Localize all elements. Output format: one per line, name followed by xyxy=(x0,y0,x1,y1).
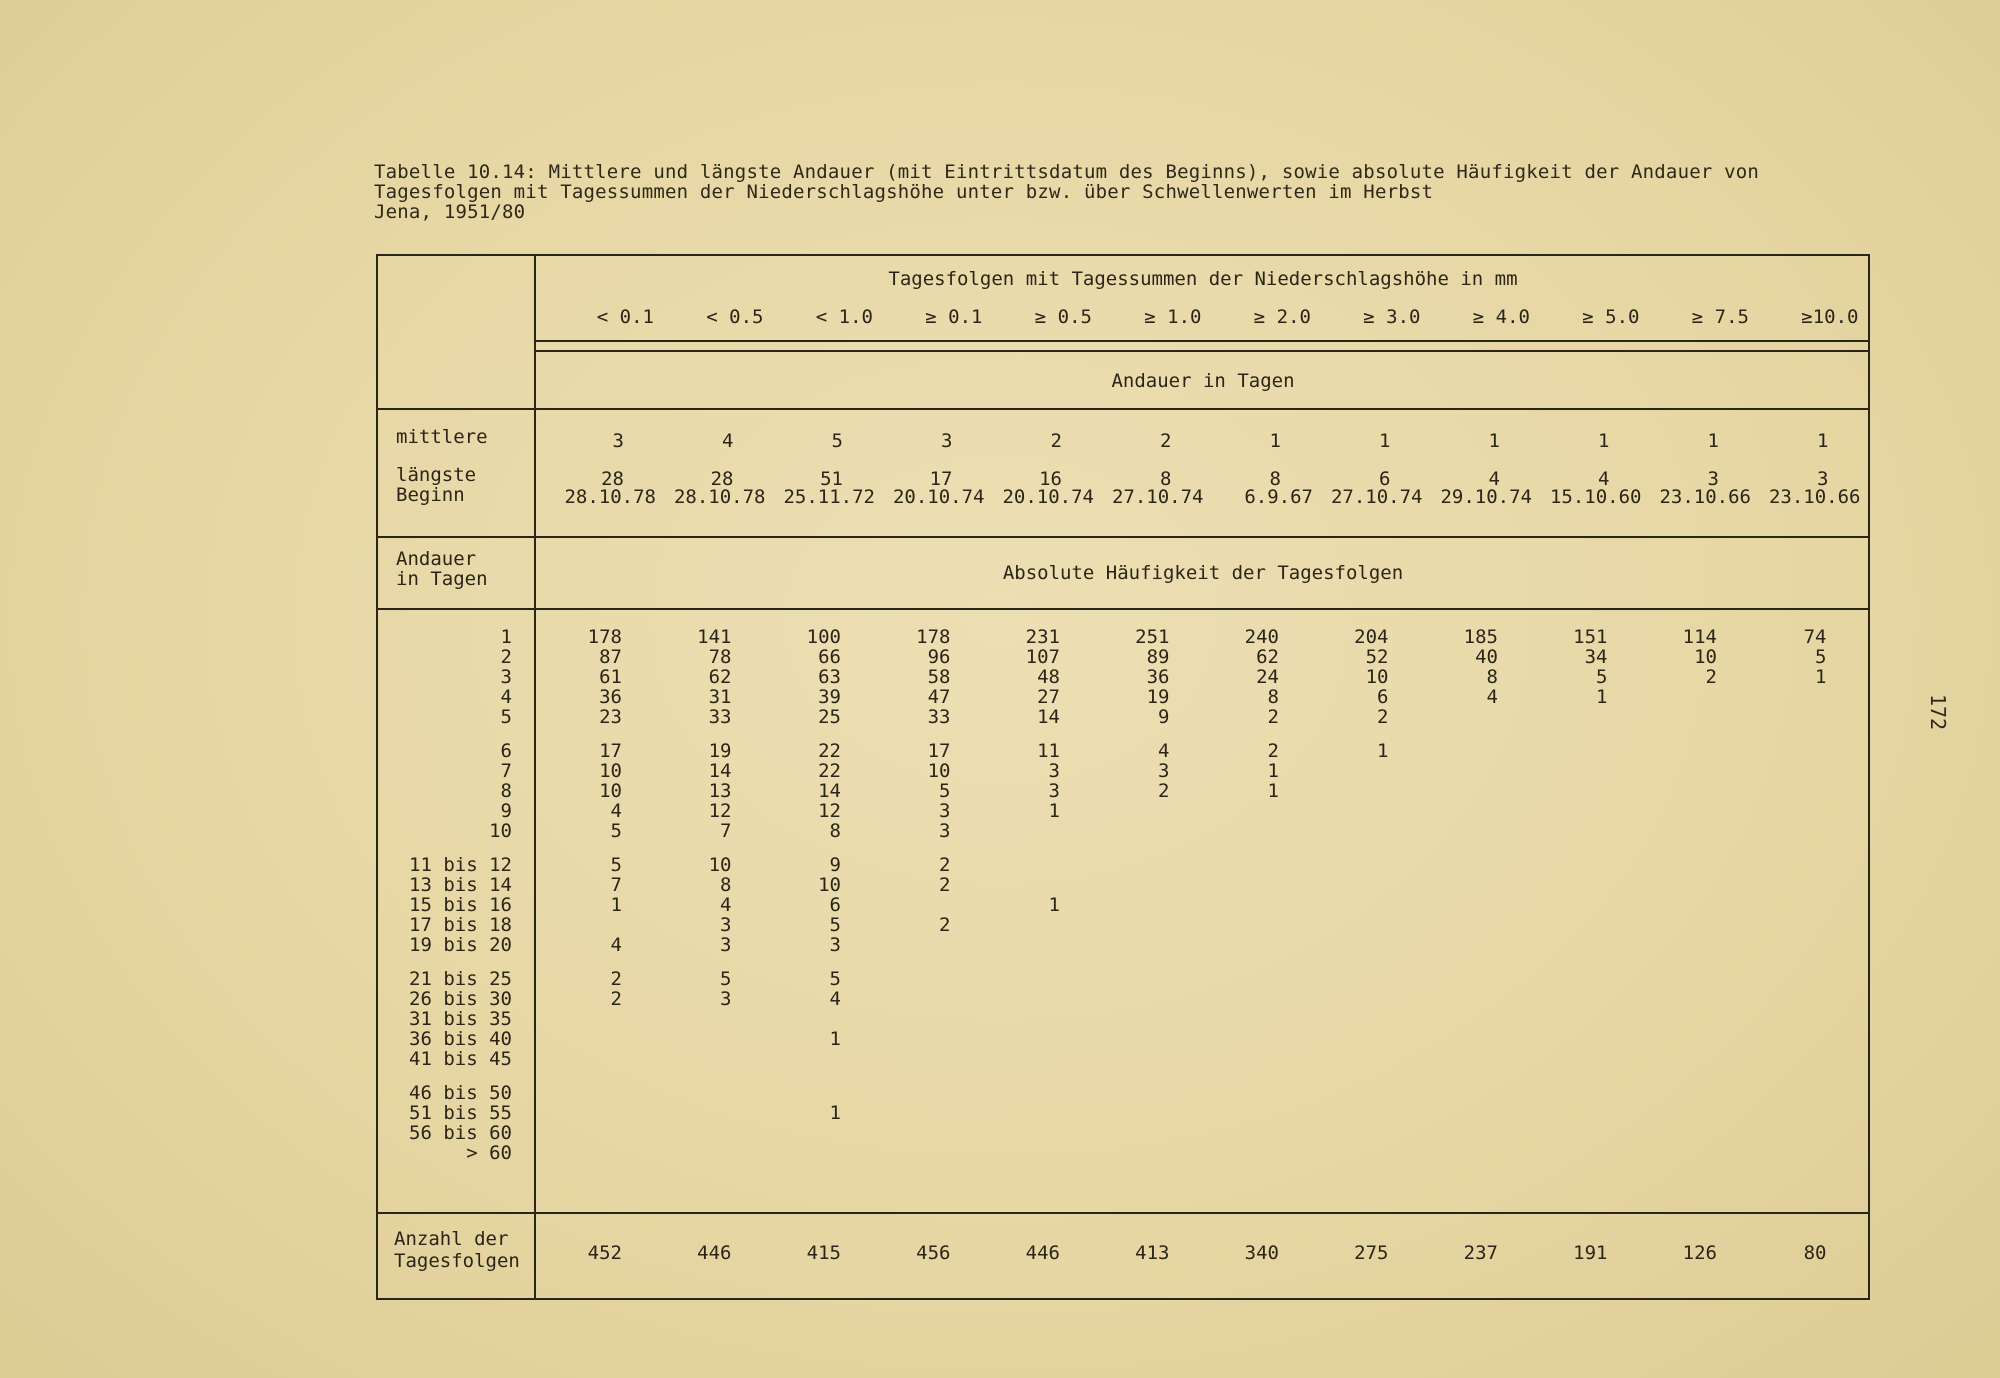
freq-cell-2-3: 58 xyxy=(927,666,951,688)
freq-cell-2-8: 8 xyxy=(1486,666,1498,688)
laengste-value-6: 8 xyxy=(1269,468,1281,490)
freq-cell-0-8: 185 xyxy=(1463,626,1498,648)
freq-cell-5-5: 4 xyxy=(1158,740,1170,762)
freq-cell-6-4: 3 xyxy=(1048,760,1060,782)
beginn-value-5: 27.10.74 xyxy=(1111,486,1204,508)
freq-cell-8-2: 12 xyxy=(818,800,841,822)
freq-cell-4-7: 2 xyxy=(1377,706,1389,728)
freq-cell-7-0: 10 xyxy=(599,780,622,802)
freq-cell-10-0: 5 xyxy=(610,854,622,876)
row-label-10: 11 bis 12 xyxy=(409,854,512,876)
row-label-8: 9 xyxy=(500,800,512,822)
freq-cell-1-7: 52 xyxy=(1365,646,1389,668)
freq-cell-0-3: 178 xyxy=(916,626,951,648)
freq-cell-1-5: 89 xyxy=(1146,646,1170,668)
total-value-7: 275 xyxy=(1354,1242,1389,1264)
andauer-col-label-1: Andauer xyxy=(396,548,477,570)
freq-cell-5-7: 1 xyxy=(1377,740,1389,762)
freq-cell-9-0: 5 xyxy=(610,820,622,842)
beginn-value-4: 20.10.74 xyxy=(1002,486,1094,508)
row-label-21: 51 bis 55 xyxy=(409,1102,512,1124)
freq-cell-1-11: 5 xyxy=(1815,646,1827,668)
freq-cell-10-1: 10 xyxy=(708,854,732,876)
total-value-2: 415 xyxy=(806,1242,841,1264)
row-label-3: 4 xyxy=(500,686,512,708)
freq-cell-4-0: 23 xyxy=(599,706,622,728)
freq-cell-9-3: 3 xyxy=(939,820,951,842)
row-label-16: 26 bis 30 xyxy=(409,988,512,1010)
row-label-22: 56 bis 60 xyxy=(409,1122,512,1144)
caption-line-2: Tagesfolgen mit Tagessummen der Niederschlagshöhe unter bzw. über Schwellenwerten im Herbst xyxy=(374,181,1434,203)
laengste-value-3: 17 xyxy=(929,468,953,490)
rule-freq-header-bottom xyxy=(378,608,1868,610)
freq-cell-1-4: 107 xyxy=(1025,646,1060,668)
freq-cell-7-3: 5 xyxy=(939,780,951,802)
freq-cell-1-6: 62 xyxy=(1256,646,1279,668)
freq-cell-0-10: 114 xyxy=(1682,626,1717,648)
laengste-value-8: 4 xyxy=(1488,468,1500,490)
mittlere-value-4: 2 xyxy=(1050,430,1062,452)
freq-cell-5-3: 17 xyxy=(927,740,951,762)
freq-cell-2-2: 63 xyxy=(818,666,841,688)
beginn-value-7: 27.10.74 xyxy=(1330,486,1423,508)
table-caption xyxy=(374,162,1884,222)
row-label-19: 41 bis 45 xyxy=(409,1048,512,1070)
freq-cell-6-3: 10 xyxy=(927,760,951,782)
freq-cell-7-6: 1 xyxy=(1267,780,1279,802)
beginn-value-1: 28.10.78 xyxy=(673,486,766,508)
freq-cell-3-8: 4 xyxy=(1486,686,1498,708)
total-value-0: 452 xyxy=(587,1242,622,1264)
rule-total-top xyxy=(378,1212,1868,1214)
freq-cell-9-2: 8 xyxy=(829,820,841,842)
freq-cell-3-6: 8 xyxy=(1267,686,1279,708)
threshold-header-1: < 0.5 xyxy=(706,306,764,328)
freq-cell-6-1: 14 xyxy=(708,760,732,782)
beginn-value-2: 25.11.72 xyxy=(783,486,875,508)
freq-cell-7-5: 2 xyxy=(1158,780,1170,802)
freq-cell-1-9: 34 xyxy=(1584,646,1608,668)
row-label-2: 3 xyxy=(500,666,512,688)
freq-cell-18-2: 1 xyxy=(829,1028,841,1050)
row-label-4: 5 xyxy=(500,706,512,728)
freq-cell-2-1: 62 xyxy=(708,666,732,688)
total-value-3: 456 xyxy=(916,1242,951,1264)
row-label-12: 15 bis 16 xyxy=(409,894,512,916)
row-label-1: 2 xyxy=(500,646,512,668)
freq-cell-2-11: 1 xyxy=(1815,666,1827,688)
row-label-6: 7 xyxy=(500,760,512,782)
total-value-8: 237 xyxy=(1463,1242,1498,1264)
threshold-header-5: ≥ 1.0 xyxy=(1144,306,1202,328)
row-label-7: 8 xyxy=(500,780,512,802)
caption-line-3: Jena, 1951/80 xyxy=(374,201,526,223)
freq-cell-4-4: 14 xyxy=(1037,706,1060,728)
total-value-6: 340 xyxy=(1244,1242,1279,1264)
total-label-2: Tagesfolgen xyxy=(394,1250,520,1272)
freq-cell-0-0: 178 xyxy=(587,626,622,648)
freq-cell-13-2: 5 xyxy=(829,914,841,936)
total-value-9: 191 xyxy=(1573,1242,1608,1264)
freq-cell-11-0: 7 xyxy=(610,874,622,896)
freq-cell-5-6: 2 xyxy=(1267,740,1279,762)
freq-cell-4-1: 33 xyxy=(708,706,732,728)
freq-cell-2-0: 61 xyxy=(599,666,622,688)
laengste-value-5: 8 xyxy=(1160,468,1172,490)
freq-cell-7-1: 13 xyxy=(708,780,732,802)
page-number: 172 xyxy=(1926,693,1951,731)
threshold-header-11: ≥10.0 xyxy=(1801,306,1859,328)
freq-cell-7-2: 14 xyxy=(818,780,841,802)
freq-cell-0-1: 141 xyxy=(697,626,732,648)
laengste-value-1: 28 xyxy=(710,468,734,490)
freq-cell-11-1: 8 xyxy=(720,874,732,896)
freq-cell-3-4: 27 xyxy=(1037,686,1060,708)
freq-cell-0-5: 251 xyxy=(1135,626,1170,648)
row-label-13: 17 bis 18 xyxy=(409,914,512,936)
freq-cell-16-2: 4 xyxy=(829,988,841,1010)
rule-header-thresholds-2 xyxy=(534,350,1868,352)
freq-cell-5-0: 17 xyxy=(599,740,622,762)
freq-cell-3-7: 6 xyxy=(1377,686,1389,708)
threshold-header-7: ≥ 3.0 xyxy=(1363,306,1421,328)
total-value-1: 446 xyxy=(697,1242,732,1264)
mittlere-value-9: 1 xyxy=(1598,430,1610,452)
freq-cell-4-3: 33 xyxy=(927,706,951,728)
freq-cell-11-3: 2 xyxy=(939,874,951,896)
freq-cell-1-10: 10 xyxy=(1694,646,1717,668)
freq-cell-8-0: 4 xyxy=(610,800,622,822)
freq-cell-1-2: 66 xyxy=(818,646,841,668)
mittlere-value-5: 2 xyxy=(1160,430,1172,452)
beginn-value-8: 29.10.74 xyxy=(1440,486,1532,508)
freq-cell-6-0: 10 xyxy=(599,760,622,782)
row-label-15: 21 bis 25 xyxy=(409,968,512,990)
freq-cell-2-4: 48 xyxy=(1037,666,1060,688)
beginn-value-6: 6.9.67 xyxy=(1244,486,1313,508)
freq-cell-10-2: 9 xyxy=(829,854,841,876)
freq-cell-3-2: 39 xyxy=(818,686,841,708)
freq-cell-14-2: 3 xyxy=(829,934,841,956)
freq-cell-8-4: 1 xyxy=(1048,800,1060,822)
freq-cell-0-2: 100 xyxy=(806,626,841,648)
freq-cell-0-7: 204 xyxy=(1354,626,1389,648)
freq-cell-10-3: 2 xyxy=(939,854,951,876)
row-label-5: 6 xyxy=(500,740,512,762)
freq-cell-15-0: 2 xyxy=(610,968,622,990)
beginn-label: Beginn xyxy=(396,484,465,506)
freq-cell-21-2: 1 xyxy=(829,1102,841,1124)
laengste-label: längste xyxy=(396,464,477,486)
beginn-value-10: 23.10.66 xyxy=(1659,486,1751,508)
freq-cell-12-4: 1 xyxy=(1048,894,1060,916)
laengste-value-11: 3 xyxy=(1817,468,1829,490)
threshold-header-3: ≥ 0.1 xyxy=(925,306,983,328)
row-label-17: 31 bis 35 xyxy=(409,1008,512,1030)
haeufigkeit-title: Absolute Häufigkeit der Tagesfolgen xyxy=(1002,562,1404,584)
freq-cell-12-0: 1 xyxy=(610,894,622,916)
rule-summary-top xyxy=(378,408,1868,410)
freq-cell-4-5: 9 xyxy=(1158,706,1170,728)
freq-cell-8-1: 12 xyxy=(708,800,732,822)
beginn-value-11: 23.10.66 xyxy=(1768,486,1861,508)
laengste-value-7: 6 xyxy=(1379,468,1391,490)
mittlere-value-6: 1 xyxy=(1269,430,1281,452)
beginn-value-9: 15.10.60 xyxy=(1549,486,1642,508)
freq-cell-12-1: 4 xyxy=(720,894,732,916)
freq-cell-14-1: 3 xyxy=(720,934,732,956)
laengste-value-0: 28 xyxy=(601,468,624,490)
freq-cell-6-2: 22 xyxy=(818,760,841,782)
threshold-header-0: < 0.1 xyxy=(596,306,654,328)
mittlere-value-1: 4 xyxy=(722,430,734,452)
laengste-value-4: 16 xyxy=(1039,468,1062,490)
rule-summary-bottom xyxy=(378,536,1868,538)
row-label-14: 19 bis 20 xyxy=(409,934,512,956)
mittlere-value-11: 1 xyxy=(1817,430,1829,452)
freq-cell-6-5: 3 xyxy=(1158,760,1170,782)
threshold-header-8: ≥ 4.0 xyxy=(1472,306,1530,328)
total-value-5: 413 xyxy=(1135,1242,1170,1264)
rule-header-thresholds xyxy=(534,340,1868,342)
laengste-value-9: 4 xyxy=(1598,468,1610,490)
freq-cell-3-3: 47 xyxy=(927,686,951,708)
caption-line-1: Tabelle 10.14: Mittlere und längste Andauer (mit Eintrittsdatum des Beginns), sowie absolute Häufigkeit der Andauer von xyxy=(374,161,1760,183)
laengste-value-10: 3 xyxy=(1707,468,1719,490)
freq-cell-16-0: 2 xyxy=(610,988,622,1010)
freq-cell-7-4: 3 xyxy=(1048,780,1060,802)
freq-cell-2-10: 2 xyxy=(1705,666,1717,688)
freq-cell-3-0: 36 xyxy=(599,686,622,708)
row-label-9: 10 xyxy=(489,820,512,842)
beginn-value-0: 28.10.78 xyxy=(564,486,656,508)
freq-cell-1-8: 40 xyxy=(1475,646,1498,668)
total-value-4: 446 xyxy=(1025,1242,1060,1264)
threshold-header-10: ≥ 7.5 xyxy=(1691,306,1749,328)
row-label-23: > 60 xyxy=(466,1142,512,1164)
row-label-18: 36 bis 40 xyxy=(409,1028,512,1050)
threshold-header-2: < 1.0 xyxy=(815,306,873,328)
freq-cell-3-9: 1 xyxy=(1596,686,1608,708)
freq-cell-3-1: 31 xyxy=(708,686,732,708)
freq-cell-14-0: 4 xyxy=(610,934,622,956)
freq-cell-15-1: 5 xyxy=(720,968,732,990)
freq-cell-13-1: 3 xyxy=(720,914,732,936)
freq-cell-2-6: 24 xyxy=(1256,666,1279,688)
group-title: Tagesfolgen mit Tagessummen der Niederschlagshöhe in mm xyxy=(888,268,1518,290)
beginn-value-3: 20.10.74 xyxy=(892,486,985,508)
laengste-value-2: 51 xyxy=(820,468,843,490)
mittlere-value-8: 1 xyxy=(1488,430,1500,452)
freq-cell-5-4: 11 xyxy=(1037,740,1060,762)
row-label-20: 46 bis 50 xyxy=(409,1082,512,1104)
freq-cell-0-6: 240 xyxy=(1244,626,1279,648)
total-value-10: 126 xyxy=(1682,1242,1717,1264)
freq-cell-0-11: 74 xyxy=(1803,626,1827,648)
freq-cell-13-3: 2 xyxy=(939,914,951,936)
freq-cell-12-2: 6 xyxy=(829,894,841,916)
freq-cell-5-2: 22 xyxy=(818,740,841,762)
mittlere-value-3: 3 xyxy=(941,430,953,452)
andauer-title: Andauer in Tagen xyxy=(1111,370,1295,392)
threshold-header-4: ≥ 0.5 xyxy=(1034,306,1092,328)
freq-cell-0-4: 231 xyxy=(1025,626,1060,648)
freq-cell-0-9: 151 xyxy=(1573,626,1608,648)
total-label-1: Anzahl der xyxy=(394,1228,509,1250)
mittlere-value-2: 5 xyxy=(831,430,843,452)
freq-cell-6-6: 1 xyxy=(1267,760,1279,782)
freq-cell-5-1: 19 xyxy=(708,740,732,762)
freq-cell-8-3: 3 xyxy=(939,800,951,822)
freq-cell-3-5: 19 xyxy=(1146,686,1170,708)
freq-cell-4-2: 25 xyxy=(818,706,841,728)
threshold-header-6: ≥ 2.0 xyxy=(1253,306,1311,328)
freq-cell-16-1: 3 xyxy=(720,988,732,1010)
andauer-col-label-2: in Tagen xyxy=(396,568,488,590)
mittlere-value-0: 3 xyxy=(612,430,624,452)
freq-cell-2-9: 5 xyxy=(1596,666,1608,688)
freq-cell-15-2: 5 xyxy=(829,968,841,990)
freq-cell-2-7: 10 xyxy=(1365,666,1389,688)
row-label-11: 13 bis 14 xyxy=(409,874,512,896)
mittlere-value-7: 1 xyxy=(1379,430,1391,452)
freq-cell-1-3: 96 xyxy=(927,646,951,668)
freq-cell-1-0: 87 xyxy=(599,646,622,668)
freq-cell-1-1: 78 xyxy=(708,646,732,668)
freq-cell-4-6: 2 xyxy=(1267,706,1279,728)
mittlere-label: mittlere xyxy=(396,426,488,448)
row-label-0: 1 xyxy=(500,626,512,648)
mittlere-value-10: 1 xyxy=(1707,430,1719,452)
data-table xyxy=(376,254,1870,1300)
freq-cell-11-2: 10 xyxy=(818,874,841,896)
total-value-11: 80 xyxy=(1803,1242,1827,1264)
freq-cell-9-1: 7 xyxy=(720,820,732,842)
threshold-header-9: ≥ 5.0 xyxy=(1582,306,1640,328)
freq-cell-2-5: 36 xyxy=(1146,666,1170,688)
